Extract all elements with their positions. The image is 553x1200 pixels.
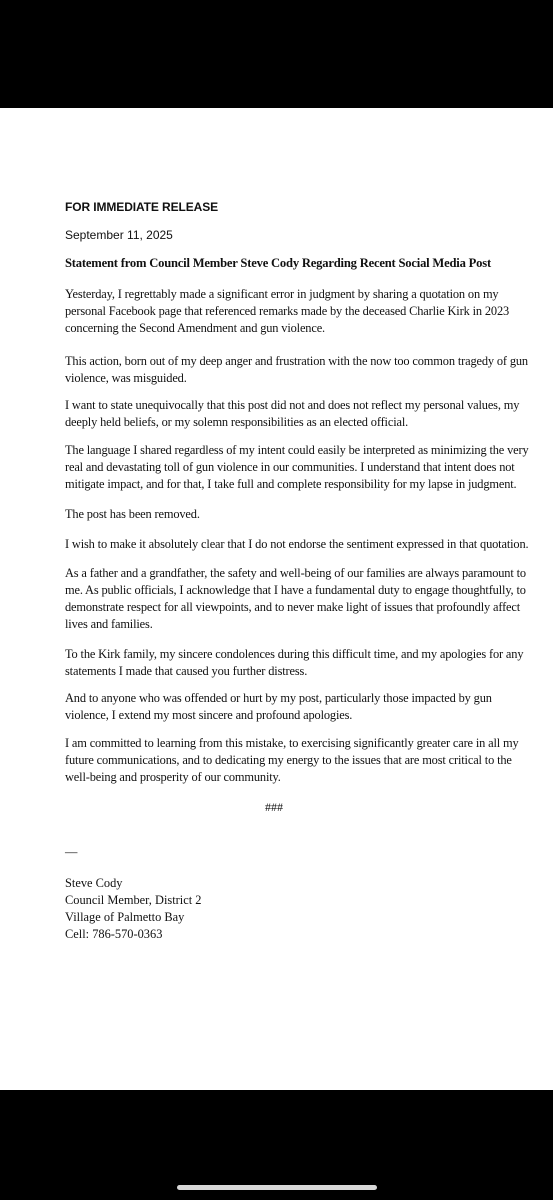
signature-phone: Cell: 786-570-0363	[65, 927, 163, 941]
text-line: I am committed to learning from this mistake, to exercising significantly greater care in all my	[65, 736, 519, 750]
text-line: The language I shared regardless of my intent could easily be interpreted as minimizing the very	[65, 443, 529, 457]
paragraph-2	[65, 353, 528, 387]
text-line: I want to state unequivocally that this post did not and does not reflect my personal values, my	[65, 398, 520, 412]
bottom-black-bar	[0, 1090, 553, 1200]
text-line: statements I made that caused you further distress.	[65, 664, 308, 678]
paragraph-9	[65, 690, 500, 724]
paragraph-4	[65, 442, 529, 493]
text-line: personal Facebook page that referenced remarks made by the deceased Charlie Kirk in 2023	[65, 304, 510, 318]
paragraph-8	[65, 646, 524, 680]
paragraph-5	[65, 506, 500, 523]
text-line: To the Kirk family, my sincere condolences during this difficult time, and my apologies for any	[65, 647, 524, 661]
text-line: concerning the Second Amendment and gun violence.	[65, 321, 326, 335]
paragraph-7	[65, 565, 526, 633]
text-line: This action, born out of my deep anger and frustration with the now too common tragedy of gun	[65, 354, 528, 368]
signature-title: Council Member, District 2	[65, 893, 202, 907]
signature-organization: Village of Palmetto Bay	[65, 910, 185, 924]
text-line: The post has been removed.	[65, 507, 200, 521]
statement-headline: Statement from Council Member Steve Cody Regarding Recent Social Media Post	[65, 256, 491, 270]
text-line: Yesterday, I regrettably made a significant error in judgment by sharing a quotation on my	[65, 287, 499, 301]
top-black-bar	[0, 0, 553, 108]
text-line: violence, I extend my most sincere and profound apologies.	[65, 708, 353, 722]
release-label: FOR IMMEDIATE RELEASE	[65, 200, 219, 214]
text-line: And to anyone who was offended or hurt by my post, particularly those impacted by gun	[65, 691, 492, 705]
end-mark: ###	[265, 800, 283, 814]
text-line: lives and families.	[65, 617, 153, 631]
paragraph-3	[65, 397, 520, 431]
text-line: real and devastating toll of gun violence in our communities. I understand that intent does not	[65, 460, 515, 474]
signature-dash: —	[65, 845, 78, 859]
signature-name: Steve Cody	[65, 876, 123, 890]
text-line: deeply held beliefs, or my solemn responsibilities as an elected official.	[65, 415, 409, 429]
release-date: September 11, 2025	[65, 228, 173, 242]
text-line: As a father and a grandfather, the safety and well-being of our families are always paramount to	[65, 566, 526, 580]
home-indicator[interactable]	[177, 1185, 377, 1190]
text-line: me. As public officials, I acknowledge that I have a fundamental duty to engage thoughtfully, to	[65, 583, 526, 597]
paragraph-10	[65, 735, 519, 786]
press-release-page	[0, 108, 553, 1090]
signature-block	[65, 875, 201, 943]
text-line: violence, was misguided.	[65, 371, 187, 385]
paragraph-6	[65, 536, 529, 553]
text-line: demonstrate respect for all viewpoints, and to never make light of issues that profoundly affect	[65, 600, 521, 614]
paragraph-1	[65, 286, 510, 337]
text-line: mitigate impact, and for that, I take full and complete responsibility for my lapse in judgment.	[65, 477, 517, 491]
text-line: well-being and prosperity of our community.	[65, 770, 281, 784]
text-line: I wish to make it absolutely clear that I do not endorse the sentiment expressed in that quotation.	[65, 537, 529, 551]
text-line: future communications, and to dedicating my energy to the issues that are most critical to the	[65, 753, 512, 767]
